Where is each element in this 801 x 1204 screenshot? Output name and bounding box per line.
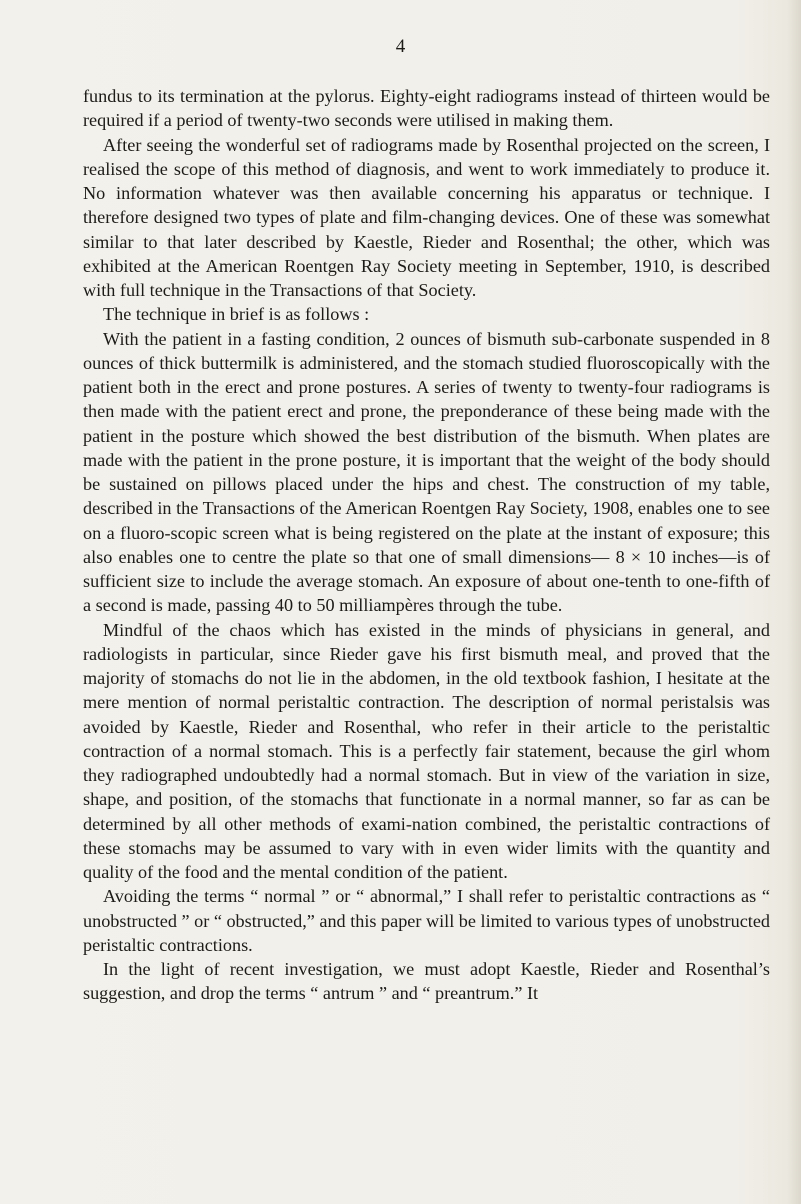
page-number: 4	[395, 36, 406, 57]
body-text	[83, 84, 770, 1006]
paragraph-technique-intro: The technique in brief is as follows :	[103, 304, 370, 325]
paragraph-radiogram-devices: After seeing the wonderful set of radiograms made by Rosenthal projected on the screen, I realised the scope of this method of diagnosis, and went to work immediately to produce it. No information whatever was then available concerning his apparatus or technique. I therefore designed two types of plate and film-changing devices. One of these was somewhat similar to that later described by Kaestle, Rieder and Rosenthal; the other, which was exhibited at the American Roentgen Ray Society meeting in September, 1910, is described with full technique in the Transactions of that Society.	[83, 134, 770, 300]
paragraph-continued: fundus to its termination at the pylorus. Eighty-eight radiograms instead of thirteen would be required if a period of twenty-two seconds were utilised in making them.	[83, 86, 770, 131]
paragraph-technique-details: With the patient in a fasting condition, 2 ounces of bismuth sub-carbonate suspended in 8 ounces of thick buttermilk is administered, and the stomach studied fluoroscopically with the patient both in the erect and prone postures. A series of twenty to twenty-four radiograms is then made with the patient erect and prone, the preponderance of these being made with the patient in the posture which showed the best distribution of the bismuth. When plates are made with the patient in the prone posture, it is important that the weight of the body should be sustained on pillows placed under the hips and chest. The construction of my table, described in the Transactions of the American Roentgen Ray Society, 1908, enables one to see on a fluoro-scopic screen what is being registered on the plate at the instant of exposure; this also enables one to centre the plate so that one of small dimensions— 8 × 10 inches—is of sufficient size to include the average stomach. An exposure of about one-tenth to one-fifth of a second is made, passing 40 to 50 milliampères through the tube.	[83, 328, 770, 616]
page-edge-shadow	[787, 0, 801, 1204]
paragraph-antrum: In the light of recent investigation, we must adopt Kaestle, Rieder and Rosenthal’s suggestion, and drop the terms “ antrum ” and “ preantrum.” It	[83, 959, 770, 1004]
paragraph-normal-peristalsis: Mindful of the chaos which has existed in the minds of physicians in general, and radiologists in particular, since Rieder gave his first bismuth meal, and proved that the majority of stomachs do not lie in the abdomen, in the old textbook fashion, I hesitate at the mere mention of normal peristaltic contraction. The description of normal peristalsis was avoided by Kaestle, Rieder and Rosenthal, who refer in their article to the peristaltic contraction of a normal stomach. This is a perfectly fair statement, because the girl whom they radiographed undoubtedly had a normal stomach. But in view of the variation in size, shape, and position, of the stomachs that functionate in a normal manner, so far as can be determined by all other methods of exami-nation combined, the peristaltic contractions of these stomachs may be assumed to vary with in even wider limits with the quantity and quality of the food and the mental condition of the patient.	[83, 619, 770, 882]
paragraph-terminology: Avoiding the terms “ normal ” or “ abnormal,” I shall refer to peristaltic contractions as “ unobstructed ” or “ obstructed,” and this paper will be limited to various types of unobstructed peristaltic contractions.	[83, 886, 770, 955]
